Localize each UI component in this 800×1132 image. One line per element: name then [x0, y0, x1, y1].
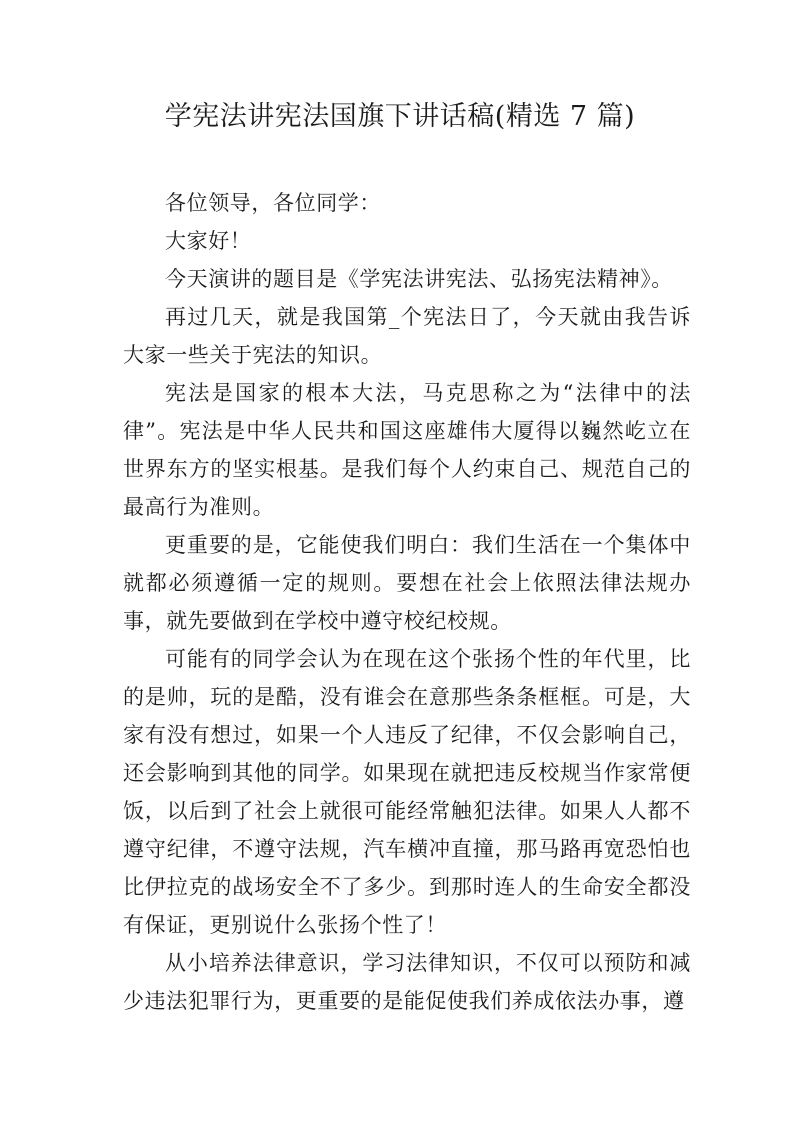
paragraph-rules: 更重要的是，它能使我们明白：我们生活在一个集体中就都必须遵循一定的规则。要想在社会上依照法律法规办事，就先要做到在学校中遵守校纪校规。 — [123, 533, 691, 633]
paragraph-constitution-day: 再过几天，就是我国第_个宪法日了，今天就由我告诉大家一些关于宪法的知识。 — [123, 305, 691, 367]
paragraph-discipline: 可能有的同学会认为在现在这个张扬个性的年代里，比的是帅，玩的是酷，没有谁会在意那些条条框框。可是，大家有没有想过，如果一个人违反了纪律，不仅会影响自己，还会影响到其他的同学。如果现在就把违反校规当作家常便饭，以后到了社会上就很可能经常触犯法律。如果人人都不遵守纪律，不遵守法规，汽车横冲直撞，那马路再宽恐怕也比伊拉克的战场安全不了多少。到那时连人的生命安全都没有保证，更别说什么张扬个性了！ — [123, 647, 691, 937]
document-title: 学宪法讲宪法国旗下讲话稿(精选 7 篇) — [164, 101, 636, 132]
paragraph-hello: 大家好！ — [165, 229, 252, 253]
document-body — [123, 184, 691, 1020]
paragraph-legal-awareness: 从小培养法律意识，学习法律知识，不仅可以预防和减少违法犯罪行为，更重要的是能促使我们养成依法办事，遵 — [123, 951, 691, 1013]
paragraph-fundamental-law: 宪法是国家的根本大法，马克思称之为“法律中的法律”。宪法是中华人民共和国这座雄伟大厦得以巍然屹立在世界东方的坚实根基。是我们每个人约束自己、规范自己的最高行为准则。 — [123, 381, 691, 519]
paragraph-greeting: 各位领导，各位同学： — [165, 191, 381, 215]
paragraph-topic: 今天演讲的题目是《学宪法讲宪法、弘扬宪法精神》。 — [165, 267, 673, 291]
